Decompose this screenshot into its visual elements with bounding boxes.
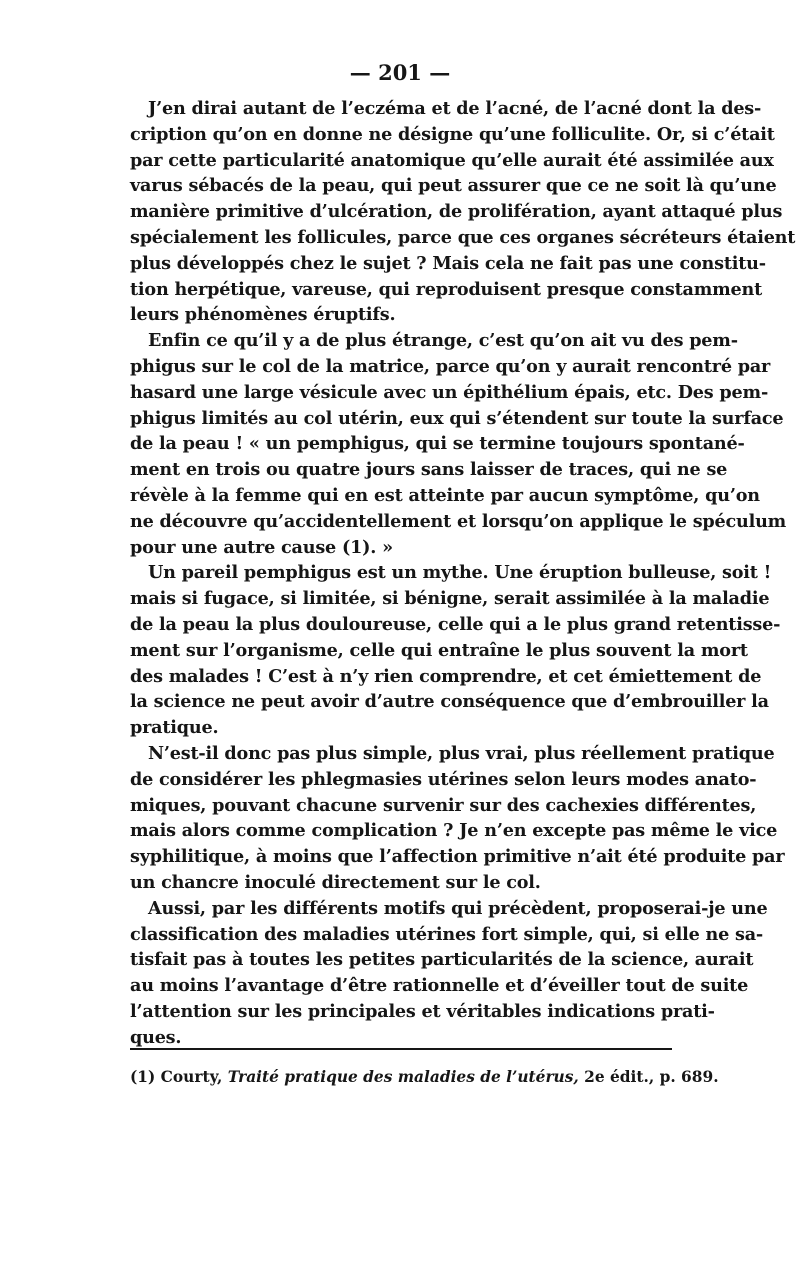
text-line: varus sébacés de la peau, qui peut assurer que ce ne soit là qu’une <box>130 175 777 197</box>
text-line: Enfin ce qu’il y a de plus étrange, c’est qu’on ait vu des pem- <box>148 330 738 352</box>
text-line: miques, pouvant chacune survenir sur des cachexies différentes, <box>130 794 757 816</box>
body-text <box>130 96 796 1050</box>
text-line: phigus sur le col de la matrice, parce qu’on y aurait rencontré par <box>130 355 771 377</box>
text-line: des malades ! C’est à n’y rien comprendre, et cet émiettement de <box>130 665 762 687</box>
text-line: ment en trois ou quatre jours sans laisser de traces, qui ne se <box>130 459 728 481</box>
text-line: de la peau ! « un pemphigus, qui se termine toujours spontané- <box>130 433 745 455</box>
text-line: leurs phénomènes éruptifs. <box>130 304 396 326</box>
text-line: tion herpétique, vareuse, qui reproduisent presque constamment <box>130 278 763 300</box>
text-line: pour une autre cause (1). » <box>130 536 393 558</box>
text-line: de considérer les phlegmasies utérines selon leurs modes anato- <box>130 768 757 790</box>
footnote <box>130 1068 719 1086</box>
text-line: mais alors comme complication ? Je n’en excepte pas même le vice <box>130 820 778 842</box>
text-line: de la peau la plus douloureuse, celle qui a le plus grand retentisse- <box>130 613 781 635</box>
text-line: révèle à la femme qui en est atteinte par aucun symptôme, qu’on <box>130 484 760 506</box>
text-line: phigus limités au col utérin, eux qui s’étendent sur toute la surface <box>130 407 784 429</box>
text-line: cription qu’on en donne ne désigne qu’une folliculite. Or, si c’était <box>130 123 775 145</box>
text-line: hasard une large vésicule avec un épithélium épais, etc. Des pem- <box>130 381 769 403</box>
page-number: — 201 — <box>349 60 451 85</box>
text-line: au moins l’avantage d’être rationnelle et d’éveiller tout de suite <box>130 975 749 997</box>
text-line: la science ne peut avoir d’autre conséquence que d’embrouiller la <box>130 691 769 713</box>
text-line: spécialement les follicules, parce que ces organes sécréteurs étaient <box>130 226 796 248</box>
footnote-rule <box>130 1048 672 1050</box>
text-line: tisfait pas à toutes les petites particularités de la science, aurait <box>130 949 754 971</box>
text-line: plus développés chez le sujet ? Mais cela ne fait pas une constitu- <box>130 252 766 274</box>
footnote-author: Courty, <box>160 1068 223 1086</box>
text-line: par cette particularité anatomique qu’elle aurait été assimilée aux <box>130 149 774 171</box>
text-line: un chancre inoculé directement sur le col. <box>130 871 541 893</box>
footnote-edition: 2e édit., p. 689. <box>584 1068 719 1086</box>
text-line: classification des maladies utérines fort simple, qui, si elle ne sa- <box>130 923 764 945</box>
text-line: ne découvre qu’accidentellement et lorsqu’on applique le spéculum <box>130 510 787 532</box>
text-line: ment sur l’organisme, celle qui entraîne le plus souvent la mort <box>130 639 748 661</box>
text-line: l’attention sur les principales et véritables indications prati- <box>130 1000 715 1022</box>
text-line: N’est-il donc pas plus simple, plus vrai, plus réellement pratique <box>148 742 775 764</box>
text-line: Aussi, par les différents motifs qui précèdent, proposerai-je une <box>148 897 768 919</box>
footnote-marker: (1) <box>130 1068 156 1086</box>
footnote-title: Traité pratique des maladies de l’utérus, <box>227 1068 579 1086</box>
text-line: manière primitive d’ulcération, de prolifération, ayant attaqué plus <box>130 201 783 223</box>
text-line: ques. <box>130 1026 182 1048</box>
text-line: J’en dirai autant de l’eczéma et de l’acné, de l’acné dont la des- <box>148 98 762 119</box>
text-line: pratique. <box>130 717 219 739</box>
text-line: mais si fugace, si limitée, si bénigne, serait assimilée à la maladie <box>130 588 770 610</box>
text-line: Un pareil pemphigus est un mythe. Une éruption bulleuse, soit ! <box>148 562 772 584</box>
text-line: syphilitique, à moins que l’affection primitive n’ait été produite par <box>130 846 785 868</box>
